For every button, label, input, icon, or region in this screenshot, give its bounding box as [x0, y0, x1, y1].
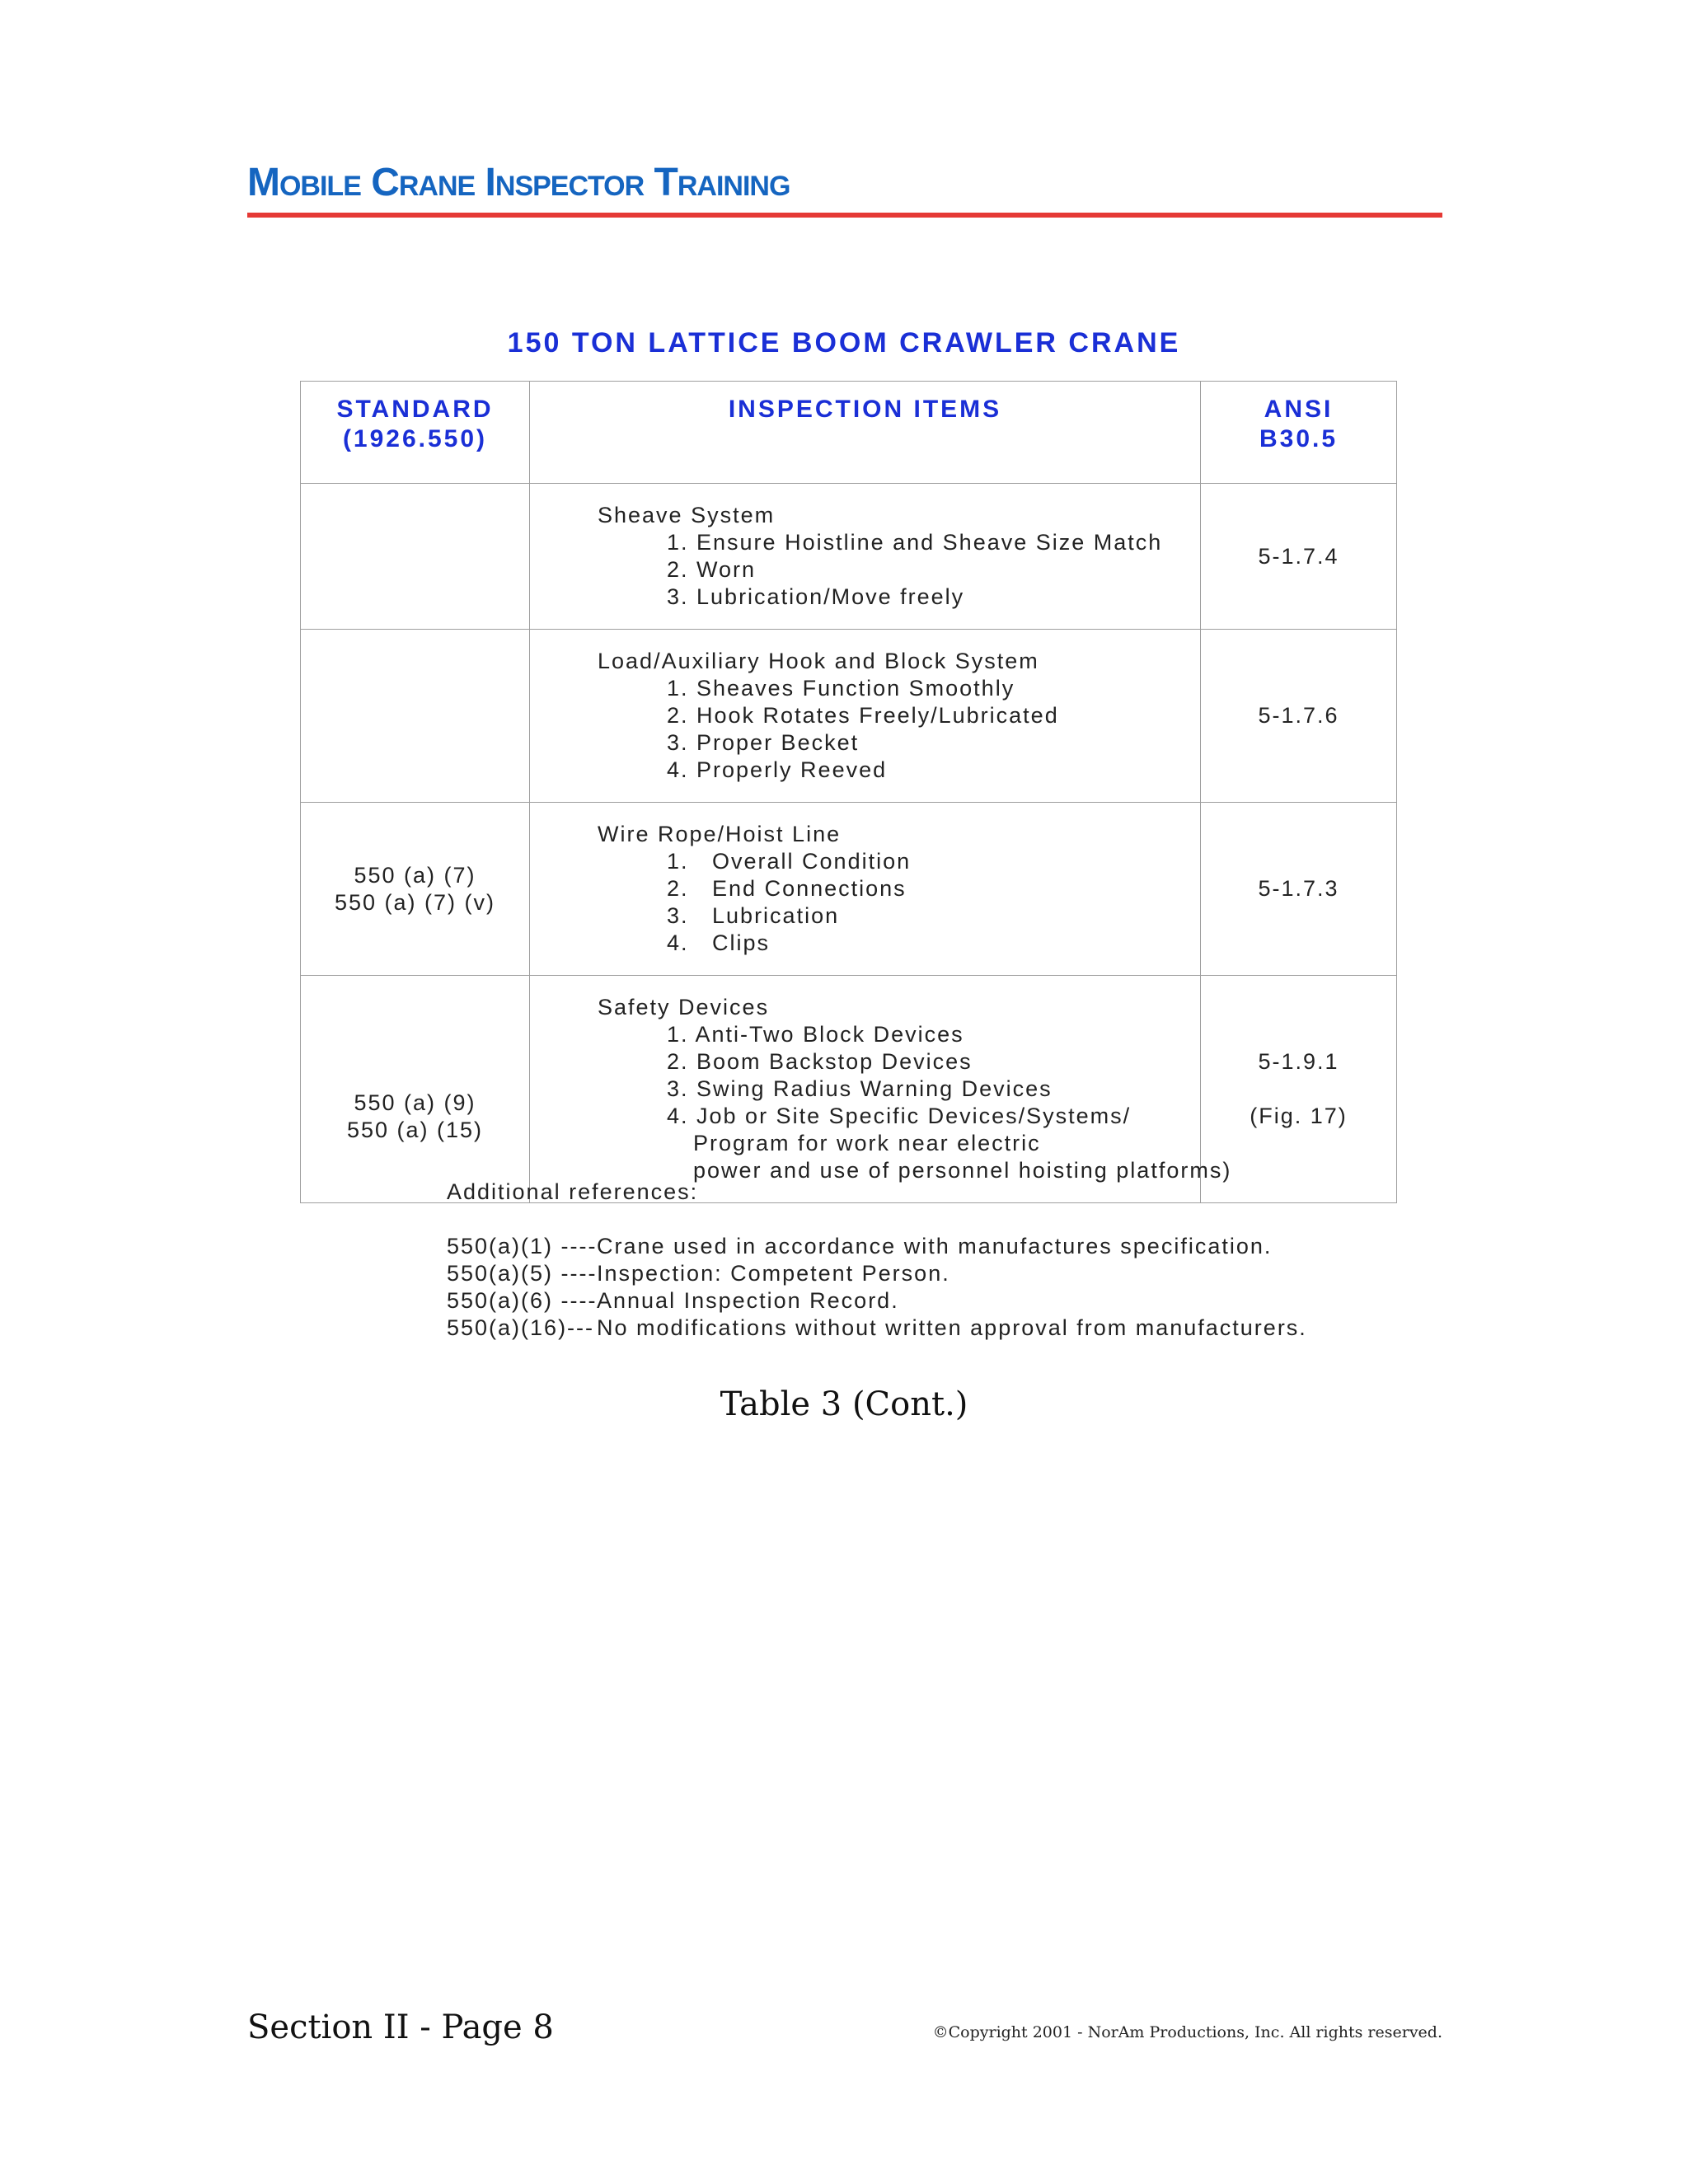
reference-code: 550(a)(1) ----	[447, 1234, 598, 1258]
standard-reference: 550 (a) (9)	[354, 1090, 476, 1115]
column-header-ansi	[1201, 382, 1397, 484]
list-item	[447, 1315, 1518, 1342]
column-header-items	[530, 382, 1201, 484]
ansi-cell	[1201, 630, 1397, 803]
inspection-item: 4. Clips	[667, 930, 771, 955]
inspection-items-cell	[530, 803, 1201, 976]
ansi-reference: 5-1.7.4	[1258, 543, 1339, 569]
header-rule	[247, 213, 1442, 218]
table-row	[301, 484, 1397, 630]
page-header-title: Mobile Crane Inspector Training	[247, 161, 790, 204]
reference-text: No modifications without written approval from manufacturers.	[597, 1315, 1307, 1340]
item-heading: Load/Auxiliary Hook and Block System	[598, 649, 1039, 673]
item-heading: Sheave System	[598, 503, 776, 527]
table-header-row	[301, 382, 1397, 484]
ansi-reference: 5-1.7.3	[1258, 876, 1339, 901]
standard-reference: 550 (a) (7)	[354, 862, 476, 888]
table-title: 150 TON LATTICE BOOM CRAWLER CRANE	[507, 327, 1181, 359]
table-row	[301, 803, 1397, 976]
ansi-spacer	[1201, 1076, 1396, 1103]
standard-cell	[301, 976, 530, 1203]
item-heading: Safety Devices	[598, 995, 770, 1019]
reference-code: 550(a)(5) ----	[447, 1261, 598, 1286]
reference-code: 550(a)(16)---	[447, 1315, 595, 1340]
list-item	[447, 1287, 1518, 1315]
inspection-item: 2. Hook Rotates Freely/Lubricated	[667, 703, 1059, 728]
inspection-item: 2. Boom Backstop Devices	[667, 1049, 973, 1074]
inspection-item: 2. End Connections	[667, 876, 907, 901]
inspection-item: 2. Worn	[667, 557, 757, 582]
ansi-reference: 5-1.9.1	[1258, 1049, 1339, 1074]
inspection-item: 3. Lubrication	[667, 903, 840, 928]
ansi-cell	[1201, 484, 1397, 630]
ansi-reference: 5-1.7.6	[1258, 703, 1339, 728]
reference-code: 550(a)(6) ----	[447, 1288, 598, 1313]
column-header-standard	[301, 382, 530, 484]
references-title: Additional references:	[447, 1179, 699, 1204]
footer-copyright: ©Copyright 2001 - NorAm Productions, Inc. All rights reserved.	[932, 2023, 1442, 2041]
standard-cell	[301, 484, 530, 630]
inspection-item: 4. Properly Reeved	[667, 757, 888, 782]
list-item	[447, 1233, 1518, 1260]
table-caption: Table 3 (Cont.)	[720, 1385, 968, 1423]
column-header-ansi-line: ANSI	[1264, 396, 1334, 423]
inspection-items-cell	[530, 630, 1201, 803]
column-header-standard-line: (1926.550)	[342, 425, 488, 452]
standard-cell	[301, 803, 530, 976]
standard-cell	[301, 630, 530, 803]
column-header-standard-line: STANDARD	[336, 396, 494, 423]
inspection-item: 1. Anti-Two Block Devices	[667, 1022, 964, 1047]
inspection-table	[300, 381, 1397, 1203]
table-row	[301, 976, 1397, 1203]
ansi-cell	[1201, 803, 1397, 976]
inspection-items-cell	[530, 976, 1232, 1203]
list-item	[447, 1260, 1518, 1287]
standard-reference: 550 (a) (7) (v)	[334, 889, 496, 915]
footer-page-number: Section II - Page 8	[247, 2008, 554, 2046]
inspection-items-cell	[530, 484, 1201, 630]
inspection-item: 1. Overall Condition	[667, 849, 912, 874]
item-heading: Wire Rope/Hoist Line	[598, 822, 842, 846]
inspection-item: 4. Job or Site Specific Devices/Systems/	[667, 1104, 1132, 1128]
standard-reference: 550 (a) (15)	[346, 1117, 484, 1142]
reference-text: Crane used in accordance with manufactures specification.	[597, 1234, 1273, 1258]
reference-text: Inspection: Competent Person.	[597, 1261, 950, 1286]
inspection-item-continued: Program for work near electric	[693, 1131, 1041, 1155]
table-row	[301, 630, 1397, 803]
reference-text: Annual Inspection Record.	[597, 1288, 899, 1313]
column-header-ansi-line: B30.5	[1259, 425, 1339, 452]
inspection-item: 3. Swing Radius Warning Devices	[667, 1076, 1053, 1101]
inspection-item: 3. Lubrication/Move freely	[667, 584, 965, 609]
column-header-items-label: INSPECTION ITEMS	[728, 396, 1002, 423]
inspection-item: 1. Sheaves Function Smoothly	[667, 676, 1015, 701]
additional-references	[447, 1179, 1518, 1342]
inspection-item: 3. Proper Becket	[667, 730, 860, 755]
ansi-reference: (Fig. 17)	[1250, 1104, 1348, 1128]
inspection-item: 1. Ensure Hoistline and Sheave Size Match	[667, 530, 1163, 555]
inspection-item-continued: power and use of personnel hoisting platforms)	[693, 1158, 1232, 1183]
